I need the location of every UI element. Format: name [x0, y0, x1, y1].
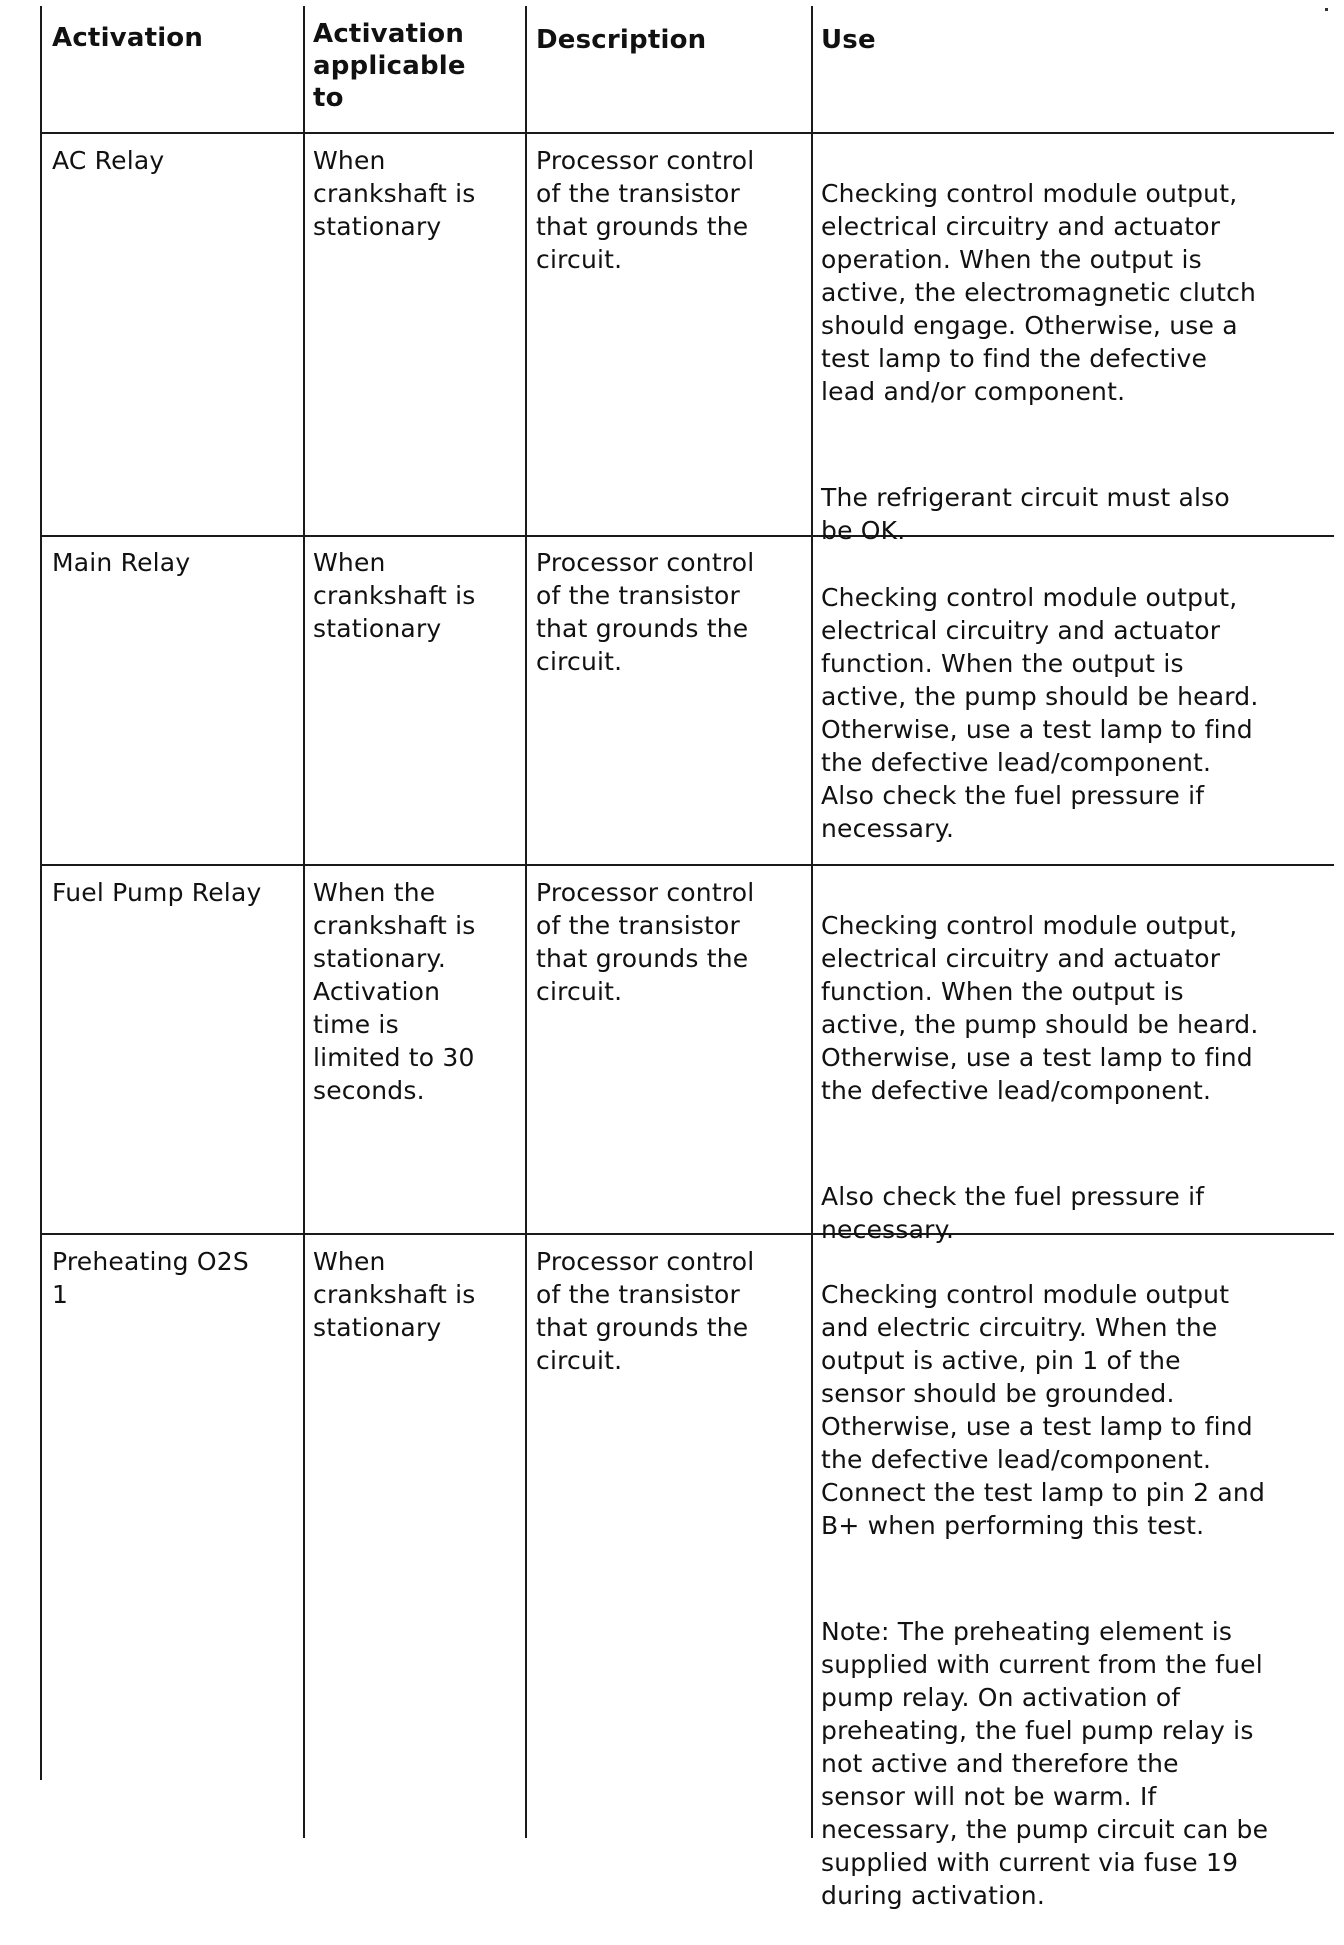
row-fuel-pump-relay-applicable: When the crankshaft is stationary. Activation time is limited to 30 seconds.	[313, 878, 476, 1105]
row-ac-relay-use	[821, 144, 1336, 580]
row-main-relay-use	[821, 548, 1336, 878]
row-ac-relay-use-paragraph-2: The refrigerant circuit must also be OK.	[821, 483, 1230, 545]
header-use: Use	[821, 25, 876, 55]
scan-speck	[1325, 8, 1328, 11]
column-divider-2	[525, 6, 527, 1838]
row-preheating-o2s-use	[821, 1245, 1336, 1945]
column-divider-3	[811, 6, 813, 1838]
row-fuel-pump-relay-use-paragraph-1: Checking control module output, electrical circuitry and actuator function. When the output is active, the pump should be heard. Otherwise, use a test lamp to find the defective lead/component.	[821, 911, 1259, 1105]
row-preheating-o2s-use-paragraph-2: Note: The preheating element is supplied with current from the fuel pump relay. On activation of preheating, the fuel pump relay is not active and therefore the sensor will not be warm. If necessary, the pump circuit can be supplied with current via fuse 19 during activation.	[821, 1617, 1269, 1910]
header-description: Description	[536, 25, 707, 55]
row-preheating-o2s-applicable: When crankshaft is stationary	[313, 1247, 476, 1342]
row-ac-relay-applicable: When crankshaft is stationary	[313, 146, 476, 241]
row-fuel-pump-relay-description: Processor control of the transistor that grounds the circuit.	[536, 878, 755, 1006]
row-ac-relay-use-paragraph-1: Checking control module output, electrical circuitry and actuator operation. When the output is active, the electromagnetic clutch should engage. Otherwise, use a test lamp to find the defective lead and/or component.	[821, 179, 1257, 406]
header-activation: Activation	[52, 23, 204, 53]
row-main-relay-use-paragraph-1: Checking control module output, electrical circuitry and actuator function. When the output is active, the pump should be heard. Otherwise, use a test lamp to find the defective lead/component. Also check the fuel pressure if necessary.	[821, 583, 1259, 843]
row-ac-relay-activation: AC Relay	[52, 146, 165, 175]
table-border-left	[40, 6, 42, 1780]
row-preheating-o2s-description: Processor control of the transistor that grounds the circuit.	[536, 1247, 755, 1375]
row-preheating-o2s-use-paragraph-1: Checking control module output and electric circuitry. When the output is active, pin 1 of the sensor should be grounded. Otherwise, use a test lamp to find the defective lead/component. Connect the test lamp to pin 2 and B+ when performing this test.	[821, 1280, 1266, 1540]
column-divider-1	[303, 6, 305, 1838]
row-fuel-pump-relay-use	[821, 876, 1336, 1279]
header-applicable: Activation applicable to	[313, 19, 466, 113]
header-rule	[40, 132, 1334, 134]
row-ac-relay-description: Processor control of the transistor that grounds the circuit.	[536, 146, 755, 274]
row-fuel-pump-relay-use-paragraph-2: Also check the fuel pressure if necessary.	[821, 1182, 1205, 1244]
row-main-relay-activation: Main Relay	[52, 548, 191, 577]
row-fuel-pump-relay-activation: Fuel Pump Relay	[52, 878, 262, 907]
row-main-relay-applicable: When crankshaft is stationary	[313, 548, 476, 643]
row-preheating-o2s-activation: Preheating O2S 1	[52, 1247, 249, 1309]
row-main-relay-description: Processor control of the transistor that grounds the circuit.	[536, 548, 755, 676]
